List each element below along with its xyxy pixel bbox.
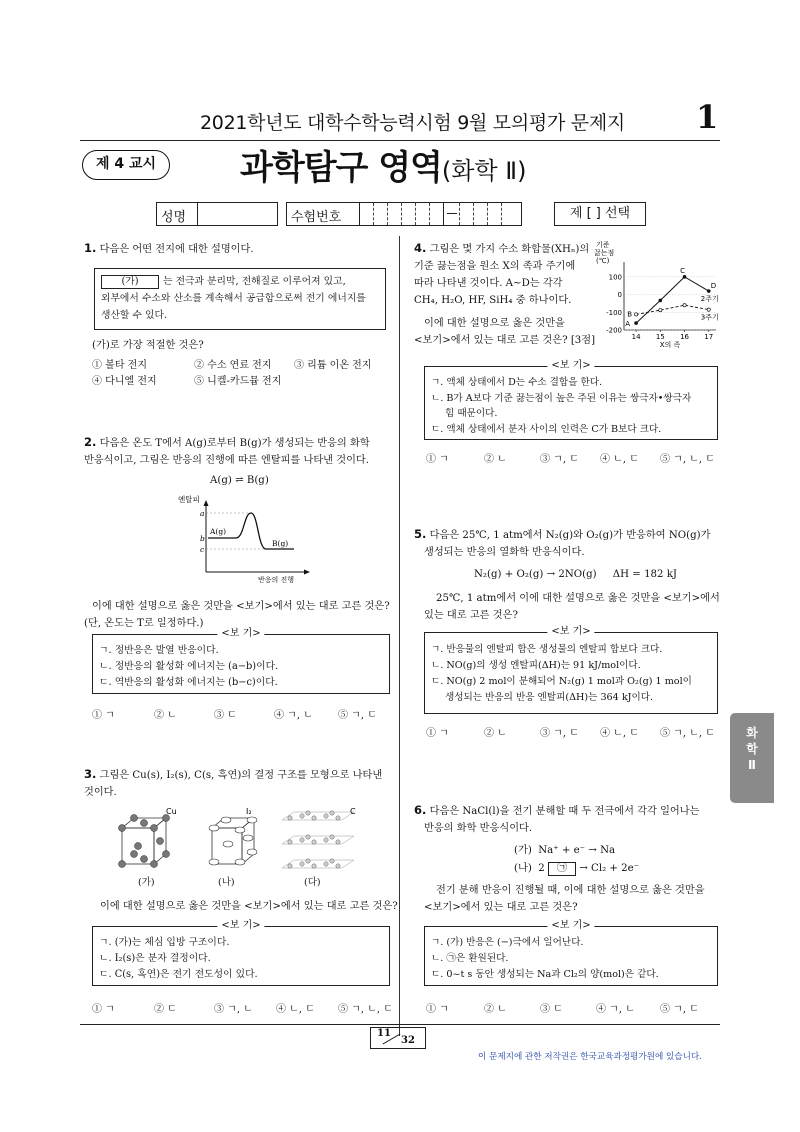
option-1[interactable]: ① ㄱ [92,1004,115,1015]
question-6-equations [514,842,639,878]
question-6-prompt-1: 전기 분해 반응이 진행될 때, 이에 대한 설명으로 옳은 것만을 [436,885,705,896]
question-4-stem-1: 그림은 몇 가지 수소 화합물(XHₙ)의 [429,244,590,255]
option-2[interactable]: ② ㄴ [484,1004,507,1015]
question-5-number: 5. [414,527,427,541]
candidate-info-row [156,202,646,226]
option-2[interactable]: ② ㄴ [484,728,507,739]
option-1[interactable]: ① ㄱ [426,1004,449,1015]
option-1[interactable]: ① ㄱ [92,710,115,721]
exam-title: 2021학년도 대학수학능력시험 9월 모의평가 문제지 [200,112,625,134]
chart-ylabel-1: 기준 [596,241,610,249]
question-5-bogi-box [424,626,718,714]
question-6-number: 6. [414,803,427,817]
point-A-label: A [625,320,631,329]
option-4[interactable]: ④ 다니엘 전지 [92,376,157,387]
bogi-title: <보 기> [547,359,594,373]
option-1[interactable]: ① ㄱ [426,454,449,465]
question-5 [414,526,710,561]
name-input[interactable] [197,203,198,225]
chart-yunit: (℃) [596,257,610,265]
chart-ytick-label: -200 [606,326,622,335]
option-3[interactable]: ③ ㄱ, ㄴ [214,1004,253,1015]
product-label: B(g) [272,539,289,548]
question-3-stem-1: 그림은 Cu(s), I₂(s), C(s, 흑연)의 결정 구조를 모형으로 나타낸 [99,770,383,781]
bogi-item-2: ㄴ. NO(g)의 생성 엔탈피(ΔH)는 91 kJ/mol이다. [431,660,641,671]
question-3-prompt: 이에 대한 설명으로 옳은 것만을 <보기>에서 있는 대로 고른 것은? [100,901,398,912]
exam-number-box [286,202,522,226]
series-period-2-line [636,277,709,323]
option-3[interactable]: ③ ㄷ [540,1004,563,1015]
option-4[interactable]: ④ ㄱ, ㄴ [274,710,313,721]
bogi-item-2: ㄴ. ㉠은 환원된다. [431,953,509,964]
option-5[interactable]: ⑤ ㄱ, ㄷ [338,710,377,721]
footer-rule [80,1024,720,1025]
exam-number-cells[interactable] [359,203,502,225]
session-badge [82,150,170,180]
i2-label: I₂ [246,807,252,816]
copyright-notice: 이 문제지에 관한 저작권은 한국교육과정평가원에 있습니다. [478,1052,702,1062]
equation-na-suffix: → Cl₂ + 2e⁻ [579,863,640,874]
equation-ga: (가) Na⁺ + e⁻ → Na [514,845,616,856]
question-2-prompt-2: (단, 온도는 T로 일정하다.) [84,618,204,629]
bogi-item-3: ㄷ. 액체 상태에서 분자 사이의 인력은 C가 B보다 크다. [431,423,662,435]
question-6-prompt [424,882,705,916]
chart-ylabel-2: 끓는점 [594,249,615,257]
passage-line-1: 는 전극과 분리막, 전해질로 이루어져 있고, [163,276,346,287]
option-4[interactable]: ④ ㄴ, ㄷ [600,454,639,465]
question-2-options [92,706,377,721]
level-b-label: b [200,534,205,543]
question-6-stem-1: 다음은 NaCl(l)을 전기 분해할 때 두 전극에서 각각 일어나는 [429,806,700,817]
question-4-stem-4: CH₄, H₂O, HF, SiH₄ 중 하나이다. [414,295,572,306]
question-2-number: 2. [84,435,97,449]
option-2[interactable]: ② ㄴ [154,710,177,721]
bogi-title: <보 기> [217,919,264,933]
question-5-stem-2: 생성되는 반응의 열화학 반응식이다. [424,547,585,558]
iodine-molecular-model [209,807,257,865]
side-tab-char-3: Ⅱ [748,758,756,772]
structure-captions [138,874,321,891]
option-4[interactable]: ④ ㄴ, ㄷ [600,728,639,739]
option-1[interactable]: ① ㄱ [426,728,449,739]
option-2[interactable]: ② 수소 연료 전지 [194,360,272,371]
bogi-item-2: ㄴ. I₂(s)은 분자 결정이다. [99,953,211,964]
series-period-2-label: 2주기 [700,295,719,304]
question-2-equation: A(g) ⇌ B(g) [210,475,269,486]
series-period-3-point [635,313,638,316]
bogi-item-3-cont: 생성되는 반응의 반응 엔탈피(ΔH)는 364 kJ이다. [445,692,654,703]
question-4-stem-6: <보기>에서 있는 대로 고른 것은? [3점] [414,335,596,346]
blank-box: ㉠ [548,862,576,876]
bogi-item-1: ㄱ. 정반응은 발열 반응이다. [99,645,219,656]
page-total: 32 [401,1035,415,1046]
question-6-stem-2: 반응의 화학 반응식이다. [424,823,533,834]
series-period-3-point [683,304,686,307]
level-a-label: a [200,509,205,518]
question-4-stem-5: 이에 대한 설명으로 옳은 것만을 [424,318,565,329]
question-2-bogi-box [92,628,390,694]
bogi-item-2-cont: 힘 때문이다. [445,408,498,419]
option-5[interactable]: ⑤ ㄱ, ㄷ [660,1004,699,1015]
question-5-stem-1: 다음은 25℃, 1 atm에서 N₂(g)와 O₂(g)가 반응하여 NO(g)가 [429,530,711,541]
bogi-title: <보 기> [217,627,264,641]
question-1-options [92,358,372,390]
question-6-prompt-2: <보기>에서 있는 대로 고른 것은? [424,902,578,913]
enthalpy-diagram [168,492,318,584]
chart-xtick-label: 14 [631,333,641,341]
question-2-prompt-1: 이에 대한 설명으로 옳은 것만을 <보기>에서 있는 대로 고른 것은? [92,601,390,612]
question-4 [414,240,600,349]
chart-xtick-label: 15 [655,333,665,341]
question-1-number: 1. [84,241,97,255]
bogi-item-3: ㄷ. 역반응의 활성화 에너지는 (b−c)이다. [99,677,278,688]
bogi-item-1: ㄱ. 액체 상태에서 D는 수소 결합을 한다. [431,377,603,388]
question-4-number: 4. [414,241,427,255]
series-period-2-point [683,275,687,279]
name-label: 성명 [161,210,187,225]
name-box [156,202,278,226]
caption-da: (다) [304,877,321,888]
bogi-item-1: ㄱ. (가) 반응은 (−)극에서 일어난다. [431,937,584,948]
option-4[interactable]: ④ ㄴ, ㄷ [276,1004,315,1015]
copper-fcc-model [119,807,177,868]
chart-xtick-label: 17 [704,333,714,341]
option-5[interactable]: ⑤ ㄱ, ㄴ, ㄷ [660,454,715,465]
point-C-label: C [680,266,685,275]
option-4[interactable]: ④ ㄱ, ㄴ [596,1004,635,1015]
blank-ga-box: (가) [101,275,159,289]
graphite-label: C [350,807,356,816]
chart-ytick-label: 0 [617,291,622,300]
elective-select-box[interactable] [554,202,646,226]
page-number: 11 [377,1028,391,1039]
enthalpy-axis-label: 엔탈피 [178,495,200,504]
bogi-title: <보 기> [547,919,594,933]
point-D-label: D [710,282,717,291]
question-1-passage-box [94,268,386,330]
question-4-options [426,450,715,465]
question-1-stem: 다음은 어떤 전지에 대한 설명이다. [99,244,254,255]
question-5-prompt [424,590,720,624]
column-divider [399,236,400,1036]
option-1[interactable]: ① 볼타 전지 [92,360,147,371]
question-2-stem-2: 반응식이고, 그림은 반응의 진행에 따른 엔탈피를 나타낸 것이다. [84,455,370,466]
question-3-stem-2: 것이다. [84,787,117,798]
option-5[interactable]: ⑤ ㄱ, ㄴ, ㄷ [660,728,715,739]
question-2-stem-1: 다음은 온도 T에서 A(g)로부터 B(g)가 생성되는 반응의 화학 [99,438,370,449]
caption-na: (나) [218,877,235,888]
question-5-prompt-1: 25℃, 1 atm에서 이에 대한 설명으로 옳은 것만을 <보기>에서 [436,593,720,604]
equation-na [514,860,639,878]
series-period-3-point [707,308,710,311]
option-3[interactable]: ③ ㄱ, ㄷ [540,454,579,465]
boiling-point-chart [592,238,724,350]
chart-xtick-label: 16 [680,333,689,341]
question-5-prompt-2: 있는 대로 고른 것은? [424,610,518,621]
elective-select-label: 제 [ ] 선택 [569,206,631,221]
exam-number-label: 수험번호 [291,210,342,225]
question-2 [84,434,394,469]
side-tab-char-1: 화 [746,726,758,740]
series-period-3-point [659,309,662,312]
question-3-number: 3. [84,767,97,781]
question-3 [84,766,394,801]
bogi-item-1: ㄱ. (가)는 체심 입방 구조이다. [99,937,230,948]
chart-xlabel: X의 족 [659,341,681,349]
question-4-stem-3: 따라 나타낸 것이다. A~D는 각각 [414,278,563,289]
chart-ytick-label: -100 [606,308,622,317]
subject-sub: (화학 Ⅱ) [441,157,527,185]
bogi-item-3: ㄷ. C(s, 흑연)은 전기 전도성이 있다. [99,969,258,980]
graphite-layer-model [282,811,354,868]
session-label: 제 4 교시 [95,156,157,172]
series-period-2-point [634,321,638,325]
question-4-bogi-box [424,360,718,440]
option-2[interactable]: ② ㄷ [154,1004,177,1015]
question-3-bogi-box [92,920,390,986]
bogi-item-3: ㄷ. NO(g) 2 mol이 분해되어 N₂(g) 1 mol과 O₂(g) 1 mol이 [431,676,692,687]
subject-side-tab [730,713,774,803]
passage-line-3: 생산할 수 있다. [101,310,168,321]
chart-ytick-label: 100 [608,273,622,282]
option-5[interactable]: ⑤ ㄱ, ㄴ, ㄷ [338,1004,393,1015]
bogi-item-2: ㄴ. 정반응의 활성화 에너지는 (a−b)이다. [99,661,279,672]
cu-label: Cu [166,807,177,816]
option-3[interactable]: ③ ㄷ [214,710,237,721]
equation-na-prefix: (나) 2 [514,863,545,874]
reactant-label: A(g) [210,527,227,536]
question-6-options [426,1000,699,1015]
subject-title [240,140,526,189]
question-6 [414,802,699,837]
series-period-2-point [659,299,663,303]
series-period-3-label: 3주기 [700,313,719,322]
option-5[interactable]: ⑤ 니켈-카드뮴 전지 [194,376,282,387]
option-2[interactable]: ② ㄴ [484,454,507,465]
subject-main: 과학탐구 영역 [240,148,442,188]
question-5-options [426,724,715,739]
question-1 [84,240,390,258]
page-number-box [370,1027,426,1049]
page-corner-number: 1 [696,98,719,136]
progress-axis-label: 반응의 진행 [258,576,295,584]
option-3[interactable]: ③ 리튬 이온 전지 [294,360,372,371]
bogi-item-2: ㄴ. B가 A보다 기준 끓는점이 높은 주된 이유는 쌍극자•쌍극자 [431,392,692,404]
question-5-equation: N₂(g) + O₂(g) → 2NO(g) ΔH = 182 kJ [474,569,678,580]
bogi-item-1: ㄱ. 반응물의 엔탈피 합은 생성물의 엔탈피 합보다 크다. [431,644,663,655]
caption-ga: (가) [138,877,155,888]
side-tab-char-2: 학 [746,742,758,756]
question-6-bogi-box [424,920,718,986]
question-1-prompt: (가)로 가장 적절한 것은? [92,340,204,351]
level-c-label: c [200,545,205,554]
bogi-title: <보 기> [547,625,594,639]
passage-line-2: 외부에서 수소와 산소를 계속해서 공급함으로써 전기 에너지를 [101,293,366,304]
question-4-stem-2: 기준 끓는점을 원소 X의 족과 주기에 [414,261,576,272]
point-B-label: B [627,310,633,319]
question-3-options [92,1000,393,1015]
bogi-item-3: ㄷ. 0~t s 동안 생성되는 Na과 Cl₂의 양(mol)은 같다. [431,969,659,980]
option-3[interactable]: ③ ㄱ, ㄷ [540,728,579,739]
